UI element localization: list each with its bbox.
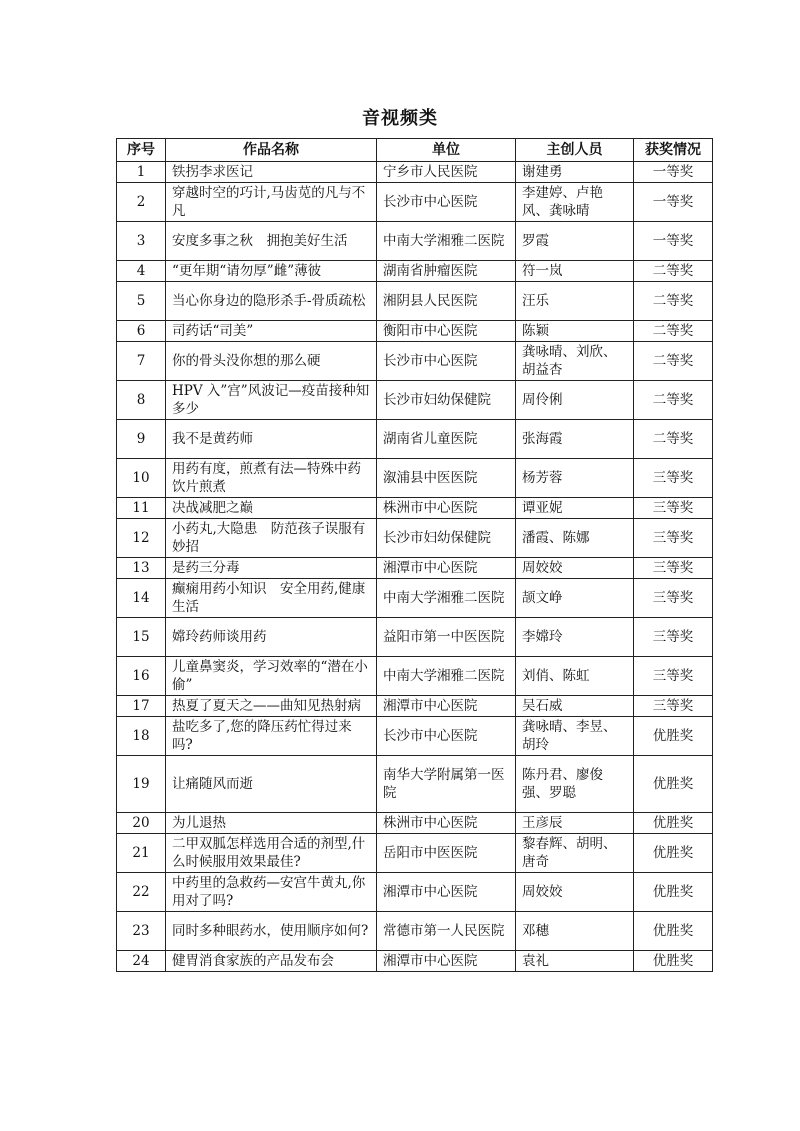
row-number: 10 — [117, 459, 166, 498]
header-no: 序号 — [117, 139, 166, 162]
unit-cell: 宁乡市人民医院 — [377, 162, 516, 183]
table-row — [117, 498, 713, 519]
award-cell: 优胜奖 — [634, 717, 713, 756]
row-number: 13 — [117, 558, 166, 579]
unit-cell: 长沙市中心医院 — [377, 717, 516, 756]
row-number: 8 — [117, 381, 166, 420]
header-creators: 主创人员 — [516, 139, 634, 162]
header-award: 获奖情况 — [634, 139, 713, 162]
work-name-cell: “更年期“请勿厚”雌”薄彼 — [166, 261, 377, 282]
creators-cell: 龚咏晴、李昱、胡玲 — [516, 717, 634, 756]
row-number: 3 — [117, 222, 166, 261]
creators-cell: 周姣姣 — [516, 558, 634, 579]
work-name-cell: 让痛随风而逝 — [166, 756, 377, 813]
awards-table — [116, 138, 713, 972]
unit-cell: 常德市第一人民医院 — [377, 912, 516, 951]
table-row — [117, 834, 713, 873]
work-name-cell: 决战减肥之巅 — [166, 498, 377, 519]
work-name-cell: 你的骨头没你想的那么硬 — [166, 342, 377, 381]
work-name-cell: 儿童鼻窦炎，学习效率的“潜在小偷” — [166, 657, 377, 696]
creators-cell: 谢建勇 — [516, 162, 634, 183]
row-number: 6 — [117, 321, 166, 342]
unit-cell: 长沙市妇幼保健院 — [377, 519, 516, 558]
unit-cell: 湖南省儿童医院 — [377, 420, 516, 459]
unit-cell: 中南大学湘雅二医院 — [377, 222, 516, 261]
table-row — [117, 162, 713, 183]
award-cell: 优胜奖 — [634, 873, 713, 912]
table-row — [117, 618, 713, 657]
creators-cell: 龚咏晴、刘欣、胡益杏 — [516, 342, 634, 381]
creators-cell: 吴石威 — [516, 696, 634, 717]
work-name-cell: 盐吃多了,您的降压药忙得过来吗? — [166, 717, 377, 756]
unit-cell: 南华大学附属第一医院 — [377, 756, 516, 813]
creators-cell: 邓穗 — [516, 912, 634, 951]
creators-cell: 李嫦玲 — [516, 618, 634, 657]
work-name-cell: 穿越时空的巧计,马齿苋的凡与不凡 — [166, 183, 377, 222]
table-row — [117, 282, 713, 321]
work-name-cell: 癫痫用药小知识 安全用药,健康生活 — [166, 579, 377, 618]
award-cell: 三等奖 — [634, 498, 713, 519]
unit-cell: 湘潭市中心医院 — [377, 558, 516, 579]
table-row — [117, 813, 713, 834]
award-cell: 优胜奖 — [634, 756, 713, 813]
table-row — [117, 579, 713, 618]
creators-cell: 杨芳蓉 — [516, 459, 634, 498]
table-row — [117, 342, 713, 381]
row-number: 19 — [117, 756, 166, 813]
creators-cell: 刘俏、陈虹 — [516, 657, 634, 696]
unit-cell: 衡阳市中心医院 — [377, 321, 516, 342]
work-name-cell: 用药有度，煎煮有法—特殊中药饮片煎煮 — [166, 459, 377, 498]
creators-cell: 黎春辉、胡明、唐奇 — [516, 834, 634, 873]
table-row — [117, 321, 713, 342]
creators-cell: 周姣姣 — [516, 873, 634, 912]
table-row — [117, 873, 713, 912]
unit-cell: 中南大学湘雅二医院 — [377, 657, 516, 696]
creators-cell: 谭亚妮 — [516, 498, 634, 519]
row-number: 5 — [117, 282, 166, 321]
unit-cell: 益阳市第一中医医院 — [377, 618, 516, 657]
row-number: 7 — [117, 342, 166, 381]
creators-cell: 陈丹君、廖俊强、罗聪 — [516, 756, 634, 813]
unit-cell: 中南大学湘雅二医院 — [377, 579, 516, 618]
row-number: 18 — [117, 717, 166, 756]
unit-cell: 长沙市妇幼保健院 — [377, 381, 516, 420]
table-row — [117, 222, 713, 261]
table-row — [117, 381, 713, 420]
award-cell: 二等奖 — [634, 342, 713, 381]
unit-cell: 长沙市中心医院 — [377, 183, 516, 222]
row-number: 21 — [117, 834, 166, 873]
row-number: 16 — [117, 657, 166, 696]
row-number: 24 — [117, 951, 166, 972]
table-row — [117, 657, 713, 696]
award-cell: 三等奖 — [634, 657, 713, 696]
unit-cell: 湘阴县人民医院 — [377, 282, 516, 321]
award-cell: 优胜奖 — [634, 834, 713, 873]
work-name-cell: 安度多事之秋 拥抱美好生活 — [166, 222, 377, 261]
row-number: 23 — [117, 912, 166, 951]
work-name-cell: 中药里的急救药—安宫牛黄丸,你用对了吗? — [166, 873, 377, 912]
award-cell: 优胜奖 — [634, 813, 713, 834]
creators-cell: 罗霞 — [516, 222, 634, 261]
award-cell: 二等奖 — [634, 381, 713, 420]
unit-cell: 岳阳市中医医院 — [377, 834, 516, 873]
table-row — [117, 420, 713, 459]
award-cell: 二等奖 — [634, 420, 713, 459]
row-number: 11 — [117, 498, 166, 519]
award-cell: 优胜奖 — [634, 951, 713, 972]
award-cell: 三等奖 — [634, 459, 713, 498]
award-cell: 三等奖 — [634, 696, 713, 717]
work-name-cell: 为儿退热 — [166, 813, 377, 834]
creators-cell: 李建婷、卢艳风、龚咏晴 — [516, 183, 634, 222]
award-cell: 一等奖 — [634, 162, 713, 183]
unit-cell: 湖南省肿瘤医院 — [377, 261, 516, 282]
work-name-cell: 我不是黄药师 — [166, 420, 377, 459]
creators-cell: 符一岚 — [516, 261, 634, 282]
work-name-cell: 当心你身边的隐形杀手-骨质疏松 — [166, 282, 377, 321]
row-number: 4 — [117, 261, 166, 282]
table-row — [117, 459, 713, 498]
page-title: 音视频类 — [362, 108, 438, 129]
award-cell: 二等奖 — [634, 261, 713, 282]
table-body — [117, 162, 713, 972]
table-row — [117, 951, 713, 972]
header-unit: 单位 — [377, 139, 516, 162]
creators-cell: 汪乐 — [516, 282, 634, 321]
unit-cell: 长沙市中心医院 — [377, 342, 516, 381]
award-cell: 三等奖 — [634, 579, 713, 618]
award-cell: 优胜奖 — [634, 912, 713, 951]
table-row — [117, 183, 713, 222]
work-name-cell: HPV 入”宫”风波记—疫苗接种知多少 — [166, 381, 377, 420]
award-cell: 一等奖 — [634, 183, 713, 222]
table-row — [117, 696, 713, 717]
row-number: 17 — [117, 696, 166, 717]
unit-cell: 湘潭市中心医院 — [377, 951, 516, 972]
row-number: 2 — [117, 183, 166, 222]
row-number: 12 — [117, 519, 166, 558]
award-cell: 三等奖 — [634, 558, 713, 579]
award-cell: 二等奖 — [634, 282, 713, 321]
table-row — [117, 717, 713, 756]
award-cell: 一等奖 — [634, 222, 713, 261]
award-cell: 三等奖 — [634, 519, 713, 558]
header-work-name: 作品名称 — [166, 139, 377, 162]
row-number: 22 — [117, 873, 166, 912]
work-name-cell: 铁拐李求医记 — [166, 162, 377, 183]
creators-cell: 周伶俐 — [516, 381, 634, 420]
work-name-cell: 同时多种眼药水，使用顺序如何? — [166, 912, 377, 951]
creators-cell: 陈颖 — [516, 321, 634, 342]
row-number: 20 — [117, 813, 166, 834]
award-cell: 三等奖 — [634, 618, 713, 657]
work-name-cell: 健胃消食家族的产品发布会 — [166, 951, 377, 972]
row-number: 9 — [117, 420, 166, 459]
unit-cell: 溆浦县中医医院 — [377, 459, 516, 498]
unit-cell: 株洲市中心医院 — [377, 498, 516, 519]
row-number: 1 — [117, 162, 166, 183]
award-cell: 二等奖 — [634, 321, 713, 342]
table-row — [117, 519, 713, 558]
table-header-row — [117, 139, 713, 162]
work-name-cell: 热夏了夏天之——曲知见热射病 — [166, 696, 377, 717]
table-row — [117, 912, 713, 951]
row-number: 15 — [117, 618, 166, 657]
unit-cell: 株洲市中心医院 — [377, 813, 516, 834]
creators-cell: 王彦辰 — [516, 813, 634, 834]
work-name-cell: 司药话“司美” — [166, 321, 377, 342]
creators-cell: 袁礼 — [516, 951, 634, 972]
work-name-cell: 嫦玲药师谈用药 — [166, 618, 377, 657]
creators-cell: 张海霞 — [516, 420, 634, 459]
unit-cell: 湘潭市中心医院 — [377, 873, 516, 912]
creators-cell: 潘霞、陈娜 — [516, 519, 634, 558]
work-name-cell: 小药丸,大隐患 防范孩子误服有妙招 — [166, 519, 377, 558]
creators-cell: 颉文峥 — [516, 579, 634, 618]
table-row — [117, 261, 713, 282]
unit-cell: 湘潭市中心医院 — [377, 696, 516, 717]
row-number: 14 — [117, 579, 166, 618]
work-name-cell: 二甲双胍怎样选用合适的剂型,什么时候服用效果最佳? — [166, 834, 377, 873]
table-row — [117, 558, 713, 579]
table-row — [117, 756, 713, 813]
work-name-cell: 是药三分毒 — [166, 558, 377, 579]
